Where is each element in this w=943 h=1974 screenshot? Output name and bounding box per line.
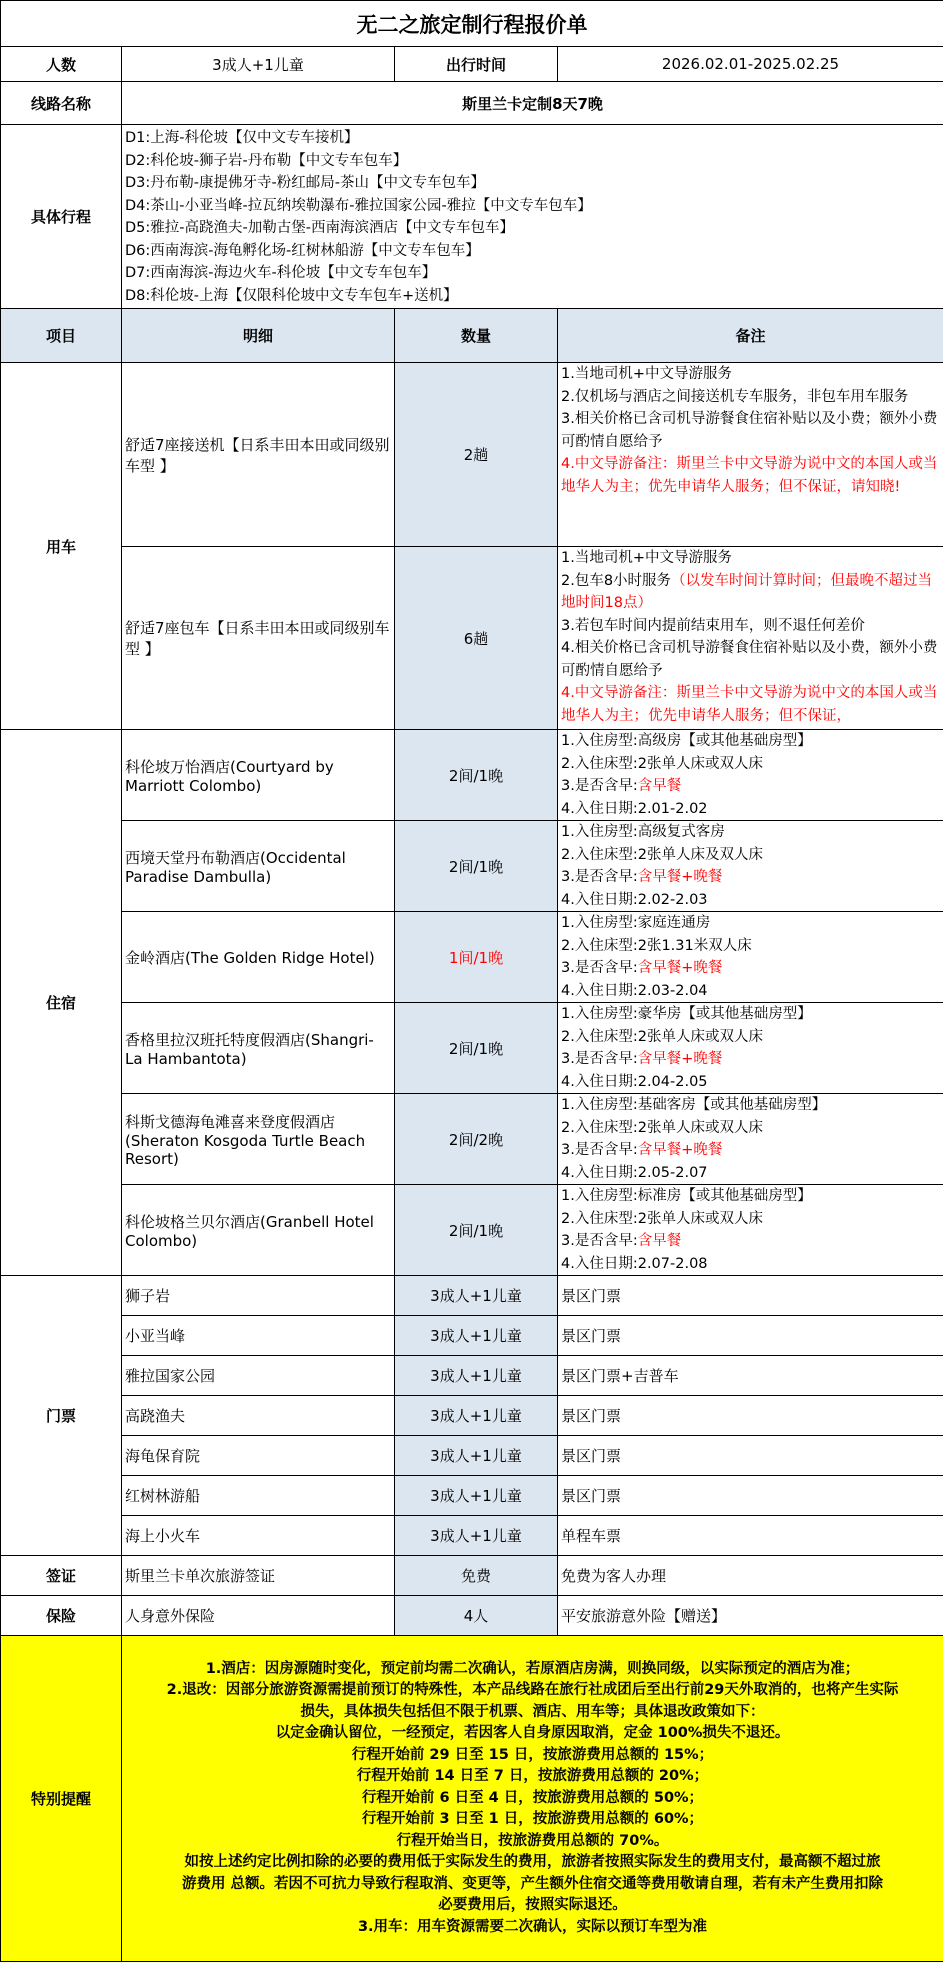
ticket-name: 海龟保育院	[122, 1436, 395, 1476]
reminder-line: 行程开始前 14 日至 7 日，按旅游费用总额的 20%；	[356, 1768, 709, 1785]
car-note: 2.仅机场与酒店之间接送机专车服务，非包车用车服务	[561, 388, 909, 405]
reminder-line: 行程开始前 3 日至 1 日，按旅游费用总额的 60%；	[361, 1811, 704, 1828]
hotel-qty: 1间/1晚	[395, 912, 558, 1003]
header-item: 项目	[1, 309, 122, 363]
visa-qty: 免费	[395, 1556, 558, 1596]
hotel-date: 4.入住日期:2.01-2.02	[561, 800, 708, 817]
itinerary-day: D7:西南海滨-海边火车-科伦坡【中文专车包车】	[125, 265, 437, 281]
header-detail: 明细	[122, 309, 395, 363]
reminder-text	[122, 1636, 943, 1962]
hotel-name: 科斯戈德海龟滩喜来登度假酒店(Sheraton Kosgoda Turtle Beach Resort)	[122, 1094, 395, 1185]
hotel-date: 4.入住日期:2.07-2.08	[561, 1255, 708, 1272]
sheet-title: 无二之旅定制行程报价单	[1, 1, 943, 47]
ticket-name: 小亚当峰	[122, 1316, 395, 1356]
itinerary-day: D3:丹布勒-康提佛牙寺-粉红邮局-茶山【中文专车包车】	[125, 175, 485, 191]
ticket-note: 单程车票	[558, 1516, 943, 1556]
ticket-name: 海上小火车	[122, 1516, 395, 1556]
insurance-detail: 人身意外保险	[122, 1596, 395, 1636]
route-label: 线路名称	[1, 82, 122, 125]
itinerary	[122, 125, 943, 309]
hotel-notes	[558, 1185, 943, 1276]
hotel-name: 科伦坡格兰贝尔酒店(Granbell Hotel Colombo)	[122, 1185, 395, 1276]
hotel-name: 香格里拉汉班托特度假酒店(Shangri-La Hambantota)	[122, 1003, 395, 1094]
meal-label: 3.是否含早:	[561, 1142, 638, 1158]
itinerary-day: D6:西南海滨-海龟孵化场-红树林船游【中文专车包车】	[125, 242, 480, 259]
hotel-qty: 2间/1晚	[395, 1185, 558, 1276]
hotel-name: 西境天堂丹布勒酒店(Occidental Paradise Dambulla)	[122, 821, 395, 912]
hotel-qty: 2间/1晚	[395, 821, 558, 912]
hotel-meal	[561, 957, 940, 980]
hotel-meal	[561, 1139, 940, 1162]
ticket-name: 雅拉国家公园	[122, 1356, 395, 1396]
hotel-notes	[558, 821, 943, 912]
hotel-room: 1.入住房型:豪华房【或其他基础房型】	[561, 1006, 812, 1022]
reminder-line: 行程开始前 29 日至 15 日，按旅游费用总额的 15%；	[351, 1746, 714, 1763]
people-value: 3成人+1儿童	[122, 47, 395, 82]
ticket-note: 景区门票	[558, 1396, 943, 1436]
reminder-line: 2.退改：因部分旅游资源需提前预订的特殊性，本产品线路在旅行社成团后至出行前29天外取消的，也将产生实际	[166, 1682, 899, 1699]
ticket-note: 景区门票	[558, 1316, 943, 1356]
reminder-line: 损失，具体损失包括但不限于机票、酒店、用车等；具体退改政策如下：	[300, 1703, 765, 1720]
ticket-note: 景区门票	[558, 1276, 943, 1316]
car-detail: 舒适7座接送机【日系丰田本田或同级别车型 】	[122, 363, 395, 547]
hotel-date: 4.入住日期:2.05-2.07	[561, 1164, 708, 1181]
meal-label: 3.是否含早:	[561, 960, 638, 976]
ticket-qty: 3成人+1儿童	[395, 1276, 558, 1316]
itinerary-day: D5:雅拉-高跷渔夫-加勒古堡-西南海滨酒店【中文专车包车】	[125, 220, 514, 236]
hotel-room: 1.入住房型:标准房【或其他基础房型】	[561, 1188, 812, 1204]
insurance-label: 保险	[1, 1596, 122, 1636]
hotel-notes	[558, 730, 943, 821]
hotel-bed: 2.入住床型:2张单人床及双人床	[561, 846, 763, 863]
hotel-room: 1.入住房型:高级房【或其他基础房型】	[561, 733, 812, 749]
car-notes	[558, 547, 943, 730]
car-qty: 2趟	[395, 363, 558, 547]
itinerary-day: D2:科伦坡-狮子岩-丹布勒【中文专车包车】	[125, 152, 408, 169]
ticket-qty: 3成人+1儿童	[395, 1436, 558, 1476]
time-label: 出行时间	[395, 47, 558, 82]
meal-label: 3.是否含早:	[561, 1233, 638, 1249]
meal-value: 含早餐+晚餐	[637, 1051, 723, 1067]
ticket-qty: 3成人+1儿童	[395, 1356, 558, 1396]
meal-label: 3.是否含早:	[561, 869, 638, 885]
reminder-line: 游费用 总额。若因不可抗力导致行程取消、变更等，产生额外住宿交通等费用敬请自理，若有未产生费用扣除	[181, 1875, 884, 1892]
people-label: 人数	[1, 47, 122, 82]
route-value: 斯里兰卡定制8天7晚	[122, 82, 943, 125]
hotel-qty: 2间/2晚	[395, 1094, 558, 1185]
visa-detail: 斯里兰卡单次旅游签证	[122, 1556, 395, 1596]
header-remark: 备注	[558, 309, 943, 363]
insurance-qty: 4人	[395, 1596, 558, 1636]
hotel-name: 科伦坡万怡酒店(Courtyard by Marriott Colombo)	[122, 730, 395, 821]
header-qty: 数量	[395, 309, 558, 363]
visa-label: 签证	[1, 1556, 122, 1596]
hotel-bed: 2.入住床型:2张1.31米双人床	[561, 937, 752, 954]
reminder-label: 特别提醒	[1, 1636, 122, 1962]
ticket-note: 景区门票	[558, 1436, 943, 1476]
reminder-line: 1.酒店：因房源随时变化，预定前均需二次确认，若原酒店房满，则换同级，以实际预定的酒店为准；	[205, 1660, 860, 1677]
meal-label: 3.是否含早:	[561, 778, 638, 794]
car-note: 1.当地司机+中文导游服务	[561, 366, 732, 382]
hotel-meal	[561, 866, 940, 889]
car-detail: 舒适7座包车【日系丰田本田或同级别车型 】	[122, 547, 395, 730]
car-label: 用车	[1, 363, 122, 730]
ticket-name: 狮子岩	[122, 1276, 395, 1316]
car-note	[561, 570, 940, 615]
visa-note: 免费为客人办理	[558, 1556, 943, 1596]
hotel-date: 4.入住日期:2.02-2.03	[561, 891, 708, 908]
hotel-bed: 2.入住床型:2张单人床或双人床	[561, 1028, 763, 1045]
hotel-bed: 2.入住床型:2张单人床或双人床	[561, 1210, 763, 1227]
meal-value: 含早餐	[637, 1233, 682, 1249]
ticket-name: 红树林游船	[122, 1476, 395, 1516]
time-value: 2026.02.01-2025.02.25	[558, 47, 943, 82]
itinerary-label: 具体行程	[1, 125, 122, 309]
reminder-line: 3.用车：用车资源需要二次确认，实际以预订车型为准	[357, 1918, 708, 1935]
itinerary-day: D4:茶山-小亚当峰-拉瓦纳埃勒瀑布-雅拉国家公园-雅拉【中文专车包车】	[125, 197, 592, 214]
ticket-name: 高跷渔夫	[122, 1396, 395, 1436]
hotel-meal	[561, 1048, 940, 1071]
hotel-date: 4.入住日期:2.04-2.05	[561, 1073, 708, 1090]
ticket-qty: 3成人+1儿童	[395, 1316, 558, 1356]
hotel-qty: 2间/1晚	[395, 730, 558, 821]
car-note: 3.相关价格已含司机导游餐食住宿补贴以及小费；额外小费可酌情自愿给予	[561, 411, 938, 450]
hotel-meal	[561, 1230, 940, 1253]
meal-value: 含早餐+晚餐	[637, 1142, 723, 1158]
ticket-qty: 3成人+1儿童	[395, 1396, 558, 1436]
car-note: 4.相关价格已含司机导游餐食住宿补贴以及小费，额外小费可酌情自愿给予	[561, 640, 938, 679]
hotel-bed: 2.入住床型:2张单人床或双人床	[561, 755, 763, 772]
car-note-warning: 4.中文导游备注：斯里兰卡中文导游为说中文的本国人或当地华人为主；优先申请华人服务；但不保证，	[561, 685, 938, 724]
hotel-date: 4.入住日期:2.03-2.04	[561, 982, 708, 999]
meal-value: 含早餐+晚餐	[637, 869, 723, 885]
hotel-room: 1.入住房型:基础客房【或其他基础房型】	[561, 1097, 827, 1113]
ticket-note: 景区门票+吉普车	[558, 1356, 943, 1396]
reminder-line: 行程开始当日，按旅游费用总额的 70%。	[396, 1832, 669, 1849]
car-note: 1.当地司机+中文导游服务	[561, 550, 732, 566]
ticket-label: 门票	[1, 1276, 122, 1556]
reminder-line: 必要费用后，按照实际退还。	[438, 1897, 627, 1914]
car-note-text: 2.包车8小时服务	[561, 572, 672, 589]
car-note-warning: 4.中文导游备注：斯里兰卡中文导游为说中文的本国人或当地华人为主；优先申请华人服务；但不保证，请知晓!	[561, 456, 938, 495]
reminder-line: 如按上述约定比例扣除的必要的费用低于实际发生的费用，旅游者按照实际发生的费用支付，最高额不超过旅	[184, 1854, 881, 1871]
hotel-label: 住宿	[1, 730, 122, 1276]
car-note-highlight: （以发车时间计算时间；但最晚不超过当地时间18点）	[561, 572, 933, 611]
car-qty: 6趟	[395, 547, 558, 730]
reminder-line: 以定金确认留位，一经预定，若因客人自身原因取消，定金 100%损失不退还。	[275, 1725, 790, 1742]
insurance-note: 平安旅游意外险【赠送】	[558, 1596, 943, 1636]
itinerary-day: D8:科伦坡-上海【仅限科伦坡中文专车包车+送机】	[125, 287, 458, 304]
hotel-meal	[561, 775, 940, 798]
ticket-qty: 3成人+1儿童	[395, 1476, 558, 1516]
ticket-qty: 3成人+1儿童	[395, 1516, 558, 1556]
hotel-room: 1.入住房型:高级复式客房	[561, 824, 725, 840]
meal-value: 含早餐+晚餐	[637, 960, 723, 976]
ticket-note: 景区门票	[558, 1476, 943, 1516]
itinerary-day: D1:上海-科伦坡【仅中文专车接机】	[125, 130, 359, 146]
hotel-room: 1.入住房型:家庭连通房	[561, 915, 711, 931]
meal-value: 含早餐	[637, 778, 682, 794]
car-notes	[558, 363, 943, 547]
hotel-name: 金岭酒店(The Golden Ridge Hotel)	[122, 912, 395, 1003]
meal-label: 3.是否含早:	[561, 1051, 638, 1067]
reminder-line: 行程开始前 6 日至 4 日，按旅游费用总额的 50%；	[361, 1789, 704, 1806]
car-note: 3.若包车时间内提前结束用车，则不退任何差价	[561, 617, 865, 634]
hotel-bed: 2.入住床型:2张单人床或双人床	[561, 1119, 763, 1136]
hotel-notes	[558, 1003, 943, 1094]
hotel-qty: 2间/1晚	[395, 1003, 558, 1094]
hotel-notes	[558, 912, 943, 1003]
hotel-notes	[558, 1094, 943, 1185]
